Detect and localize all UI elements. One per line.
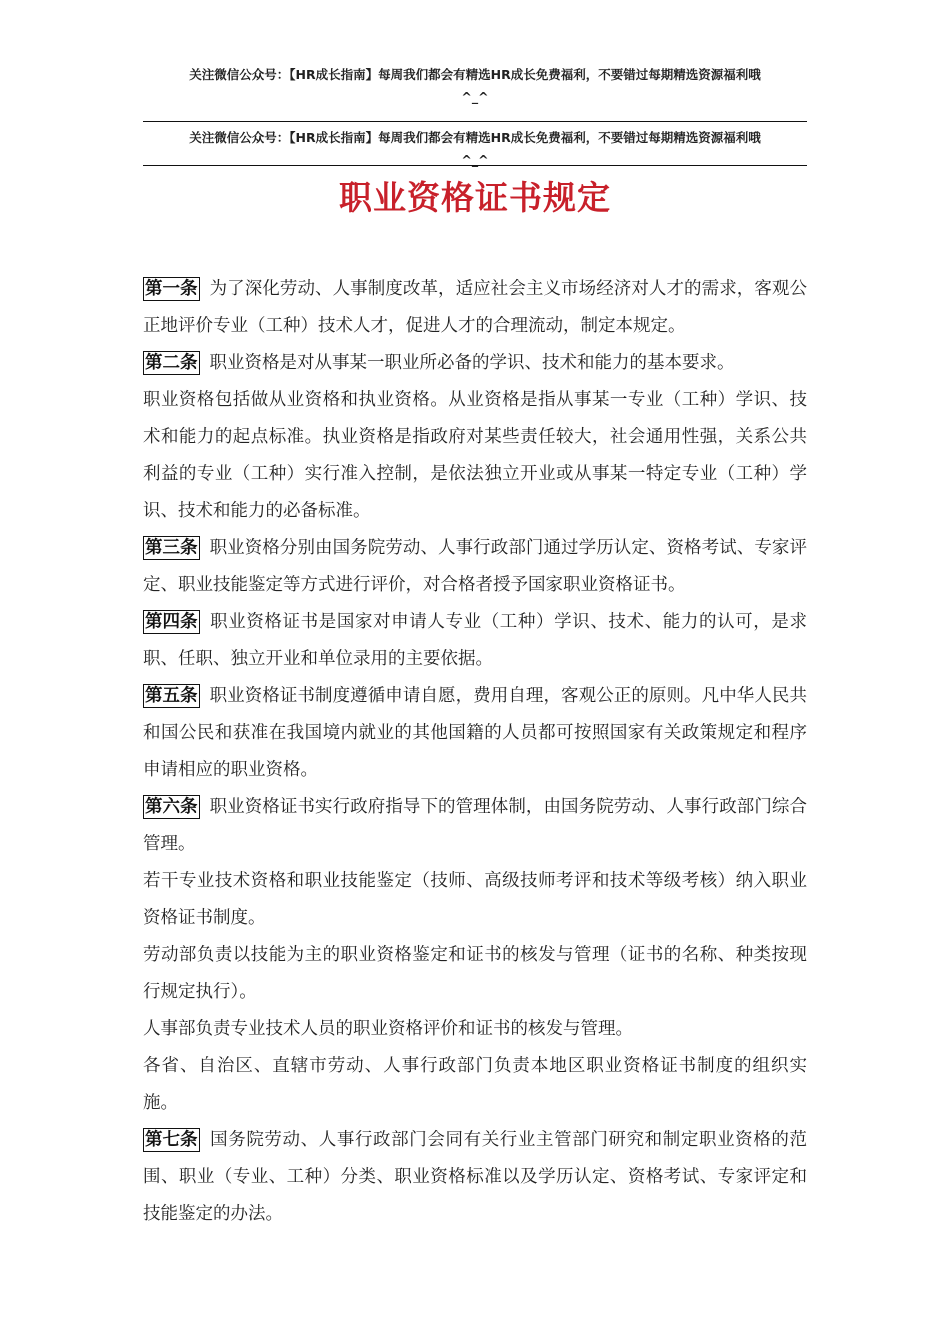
article-text: 各省、自治区、直辖市劳动、人事行政部门负责本地区职业资格证书制度的组织实施。 [143,1056,807,1113]
article-paragraph [143,530,807,604]
article-text: 为了深化劳动、人事制度改革，适应社会主义市场经济对人才的需求，客观公正地评价专业（工种）技术人才，促进人才的合理流动，制定本规定。 [143,279,807,336]
article-text: 职业资格是对从事某一职业所必备的学识、技术和能力的基本要求。 [209,353,735,373]
article-paragraph [143,345,807,382]
article-label: 第六条 [145,797,198,817]
article-label: 第二条 [145,353,198,373]
article-paragraph [143,382,807,530]
article-text: 若干专业技术资格和职业技能鉴定（技师、高级技师考评和技术等级考核）纳入职业资格证书制度。 [143,871,807,928]
article-paragraph [143,1011,807,1048]
article-text: 劳动部负责以技能为主的职业资格鉴定和证书的核发与管理（证书的名称、种类按现行规定执行）。 [143,945,807,1002]
article-paragraph [143,863,807,937]
article-label: 第四条 [145,612,198,632]
article-text: 职业资格证书实行政府指导下的管理体制，由国务院劳动、人事行政部门综合管理。 [143,797,807,854]
header-notice-1-text: 关注微信公众号：【HR成长指南】每周我们都会有精选HR成长免费福利，不要错过每期精选资源福利哦 [189,67,761,82]
header-divider-1 [143,121,807,122]
article-paragraph [143,271,807,345]
article-paragraph [143,789,807,863]
article-paragraph [143,1048,807,1122]
article-text: 职业资格包括做从业资格和执业资格。从业资格是指从事某一专业（工种）学识、技术和能力的起点标准。执业资格是指政府对某些责任较大，社会通用性强，关系公共利益的专业（工种）实行准入控制，是依法独立开业或从事某一特定专业（工种）学识、技术和能力的必备标准。 [143,390,807,521]
article-paragraph [143,937,807,1011]
article-paragraph [143,604,807,678]
article-label: 第五条 [145,686,198,706]
article-text: 职业资格证书制度遵循申请自愿，费用自理，客观公正的原则。凡中华人民共和国公民和获准在我国境内就业的其他国籍的人员都可按照国家有关政策规定和程序申请相应的职业资格。 [143,686,807,780]
article-paragraph [143,1122,807,1233]
article-label: 第七条 [145,1130,198,1150]
article-label: 第三条 [145,538,198,558]
article-label: 第一条 [145,279,198,299]
article-text: 人事部负责专业技术人员的职业资格评价和证书的核发与管理。 [143,1019,633,1039]
article-text: 国务院劳动、人事行政部门会同有关行业主管部门研究和制定职业资格的范围、职业（专业、工种）分类、职业资格标准以及学历认定、资格考试、专家评定和技能鉴定的办法。 [143,1130,807,1224]
article-paragraph [143,678,807,789]
article-text: 职业资格证书是国家对申请人专业（工种）学识、技术、能力的认可，是求职、任职、独立开业和单位录用的主要依据。 [143,612,807,669]
header-divider-2 [143,165,807,166]
header-notice-1-tail: ^_^ [461,89,489,104]
header-notice-1 [143,64,807,108]
document-title: 职业资格证书规定 [339,178,611,217]
document-body [143,271,807,1233]
header-notice-2-tail: ^_^ [461,152,489,167]
header-notice-2-text: 关注微信公众号：【HR成长指南】每周我们都会有精选HR成长免费福利，不要错过每期精选资源福利哦 [189,130,761,145]
article-text: 职业资格分别由国务院劳动、人事行政部门通过学历认定、资格考试、专家评定、职业技能鉴定等方式进行评价，对合格者授予国家职业资格证书。 [143,538,807,595]
